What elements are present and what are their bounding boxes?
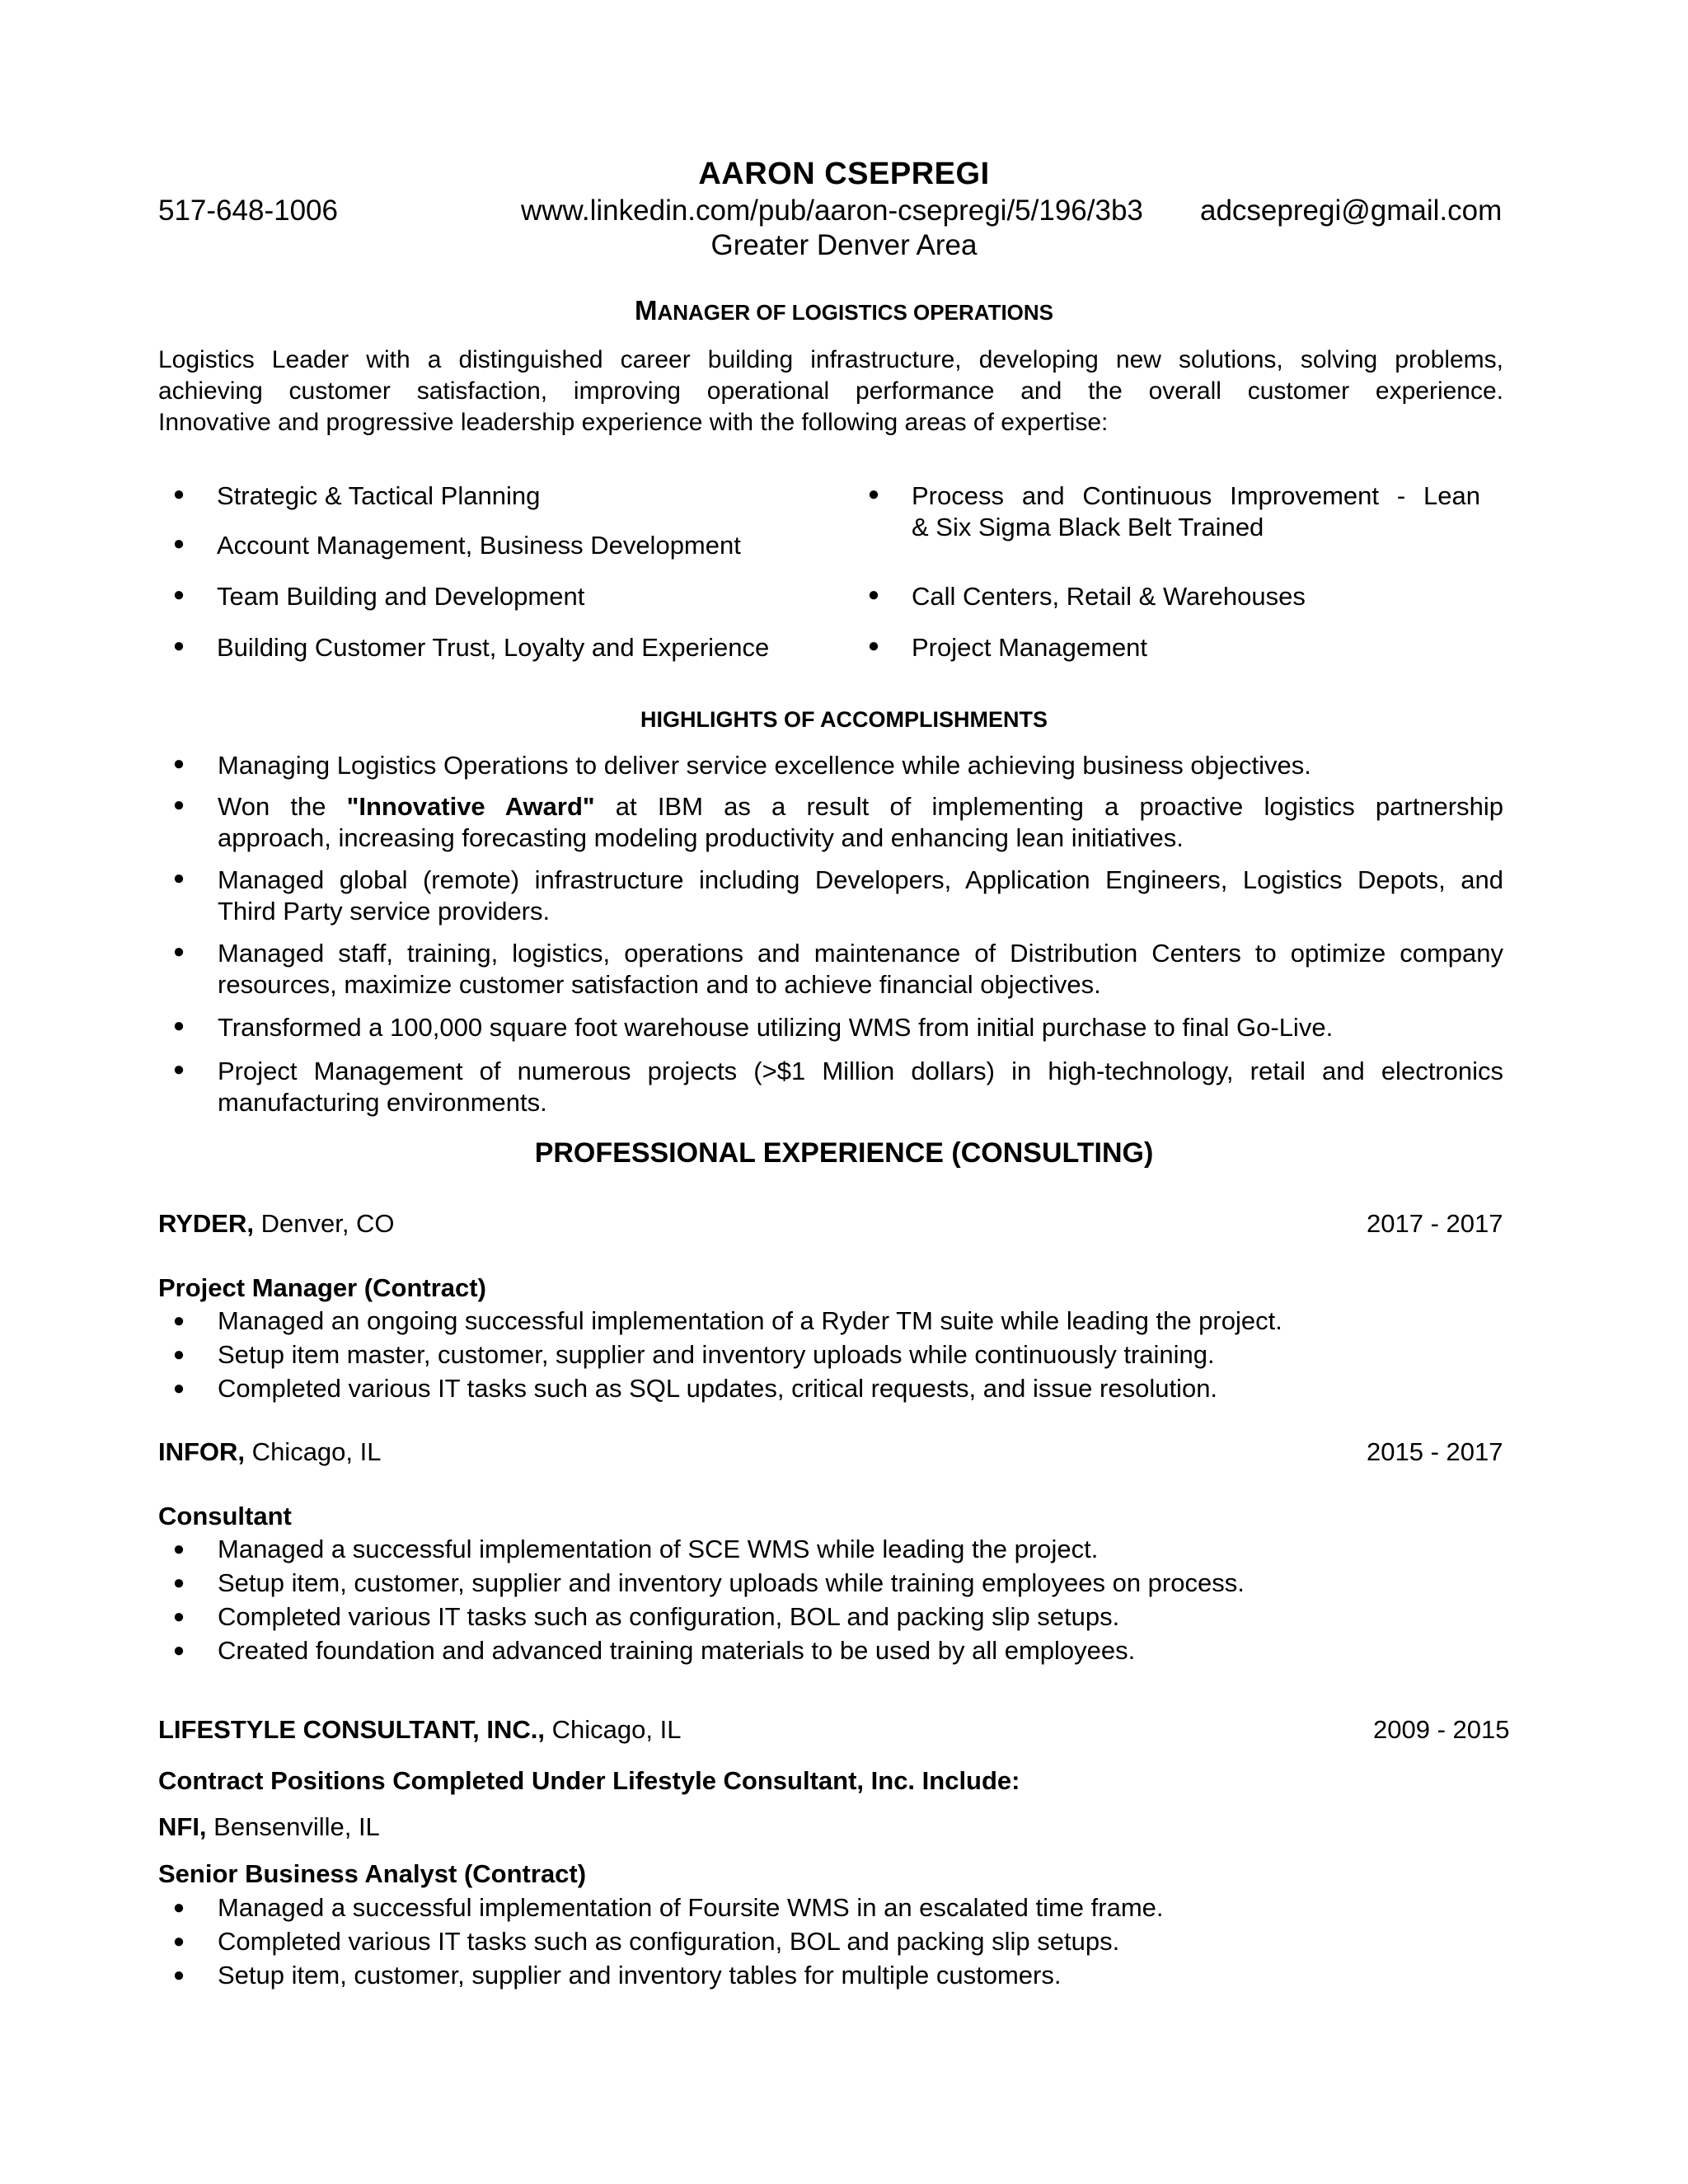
duty-item: Completed various IT tasks such as configuration, BOL and packing slip setups. xyxy=(218,1602,1120,1631)
skill-item-continued: & Six Sigma Black Belt Trained xyxy=(912,513,1264,541)
bullet-icon: ● xyxy=(172,1015,185,1037)
skill-item: Project Management xyxy=(912,633,1148,662)
skill-item: Call Centers, Retail & Warehouses xyxy=(912,582,1306,611)
company-location: Chicago, IL xyxy=(245,1437,382,1466)
duty-item: Managed a successful implementation of Foursite WMS in an escalated time frame. xyxy=(218,1893,1164,1922)
employer-ryder xyxy=(158,1209,395,1239)
accomplishment-item xyxy=(218,791,1503,854)
summary-paragraph xyxy=(158,344,1503,438)
accomplishment-line: Managing Logistics Operations to deliver service excellence while achieving business objectives. xyxy=(218,751,1311,780)
duty-item: Managed an ongoing successful implementation of a Ryder TM suite while leading the project. xyxy=(218,1306,1282,1335)
bullet-icon: ● xyxy=(867,635,880,657)
accomplishment-line: Third Party service providers. xyxy=(218,897,551,926)
accomplishment-line: manufacturing environments. xyxy=(218,1088,547,1117)
bullet-icon: ● xyxy=(172,1343,185,1366)
summary-line: achieving customer satisfaction, improving operational performance and the overall customer experience. xyxy=(158,377,1503,405)
employment-years: 2009 - 2015 xyxy=(1373,1715,1510,1744)
bullet-icon: ● xyxy=(172,1310,185,1332)
employment-years: 2017 - 2017 xyxy=(1367,1209,1503,1238)
bullet-icon: ● xyxy=(172,635,185,657)
bullet-icon: ● xyxy=(172,940,185,963)
company-location: Denver, CO xyxy=(253,1209,395,1238)
bullet-icon: ● xyxy=(867,483,880,505)
accomplishment-line: Project Management of numerous projects (>$1 Million dollars) in high-technology, retail and electronics xyxy=(218,1057,1503,1085)
headline-rest: ANAGER OF LOGISTICS OPERATIONS xyxy=(657,300,1054,325)
accomplishment-item xyxy=(218,750,1503,781)
employer-infor xyxy=(158,1437,382,1467)
email-address[interactable]: adcsepregi@gmail.com xyxy=(1200,194,1503,227)
company-name: NFI, xyxy=(158,1812,207,1841)
bullet-icon: ● xyxy=(172,483,185,505)
skill-item: Building Customer Trust, Loyalty and Experience xyxy=(217,633,770,662)
summary-line: Innovative and progressive leadership experience with the following areas of expertise: xyxy=(158,409,1109,436)
job-title: Senior Business Analyst (Contract) xyxy=(158,1859,587,1888)
bullet-icon: ● xyxy=(172,1964,185,1986)
job-title: Project Manager (Contract) xyxy=(158,1273,486,1302)
bullet-icon: ● xyxy=(172,1639,185,1661)
employer-nfi xyxy=(158,1812,380,1842)
accomplishment-item xyxy=(218,1012,1503,1043)
duty-item: Setup item master, customer, supplier and inventory uploads while continuously training. xyxy=(218,1340,1215,1369)
accomplishment-line: approach, increasing forecasting modeling productivity and enhancing lean initiatives. xyxy=(218,823,1184,852)
accomplishment-line: Managed global (remote) infrastructure including Developers, Application Engineers, Logistics Depots, and xyxy=(218,865,1503,894)
bullet-icon: ● xyxy=(867,583,880,606)
accomplishment-line: Won the "Innovative Award" at IBM as a result of implementing a proactive logistics partnership xyxy=(218,792,1503,821)
bullet-icon: ● xyxy=(172,867,185,889)
accomplishment-item xyxy=(218,938,1503,1001)
award-name: "Innovative Award" xyxy=(346,792,595,821)
summary-line: Logistics Leader with a distinguished career building infrastructure, developing new solutions, solving problems, xyxy=(158,346,1503,373)
experience-heading: PROFESSIONAL EXPERIENCE (CONSULTING) xyxy=(534,1137,1154,1169)
bullet-icon: ● xyxy=(172,532,185,555)
employment-years: 2015 - 2017 xyxy=(1367,1437,1503,1466)
duty-item: Setup item, customer, supplier and inventory tables for multiple customers. xyxy=(218,1961,1062,1990)
skill-item: Account Management, Business Development xyxy=(217,531,741,560)
accomplishments-heading: HIGHLIGHTS OF ACCOMPLISHMENTS xyxy=(640,707,1048,732)
duty-item: Managed a successful implementation of SCE WMS while leading the project. xyxy=(218,1535,1099,1563)
accomplishment-line: Managed staff, training, logistics, operations and maintenance of Distribution Centers to optimize company xyxy=(218,939,1503,968)
accomplishment-item xyxy=(218,865,1503,927)
bullet-icon: ● xyxy=(172,1377,185,1399)
linkedin-url[interactable]: www.linkedin.com/pub/aaron-csepregi/5/196/3b3 xyxy=(521,194,1143,227)
bullet-icon: ● xyxy=(172,583,185,606)
contract-positions-subheading: Contract Positions Completed Under Lifestyle Consultant, Inc. Include: xyxy=(158,1766,1020,1795)
duty-item: Setup item, customer, supplier and inventory uploads while training employees on process. xyxy=(218,1568,1245,1597)
bullet-icon: ● xyxy=(172,1605,185,1628)
bullet-icon: ● xyxy=(172,794,185,816)
duty-item: Created foundation and advanced training materials to be used by all employees. xyxy=(218,1636,1136,1665)
skill-item: Team Building and Development xyxy=(217,582,585,611)
job-title: Consultant xyxy=(158,1502,292,1530)
bullet-icon: ● xyxy=(172,1896,185,1919)
skill-item: Process and Continuous Improvement - Lean xyxy=(912,481,1480,510)
accomplishment-line: Transformed a 100,000 square foot warehouse utilizing WMS from initial purchase to final Go-Live. xyxy=(218,1013,1334,1042)
bullet-icon: ● xyxy=(172,752,185,775)
phone-number: 517-648-1006 xyxy=(158,194,338,227)
accomplishment-line: resources, maximize customer satisfaction and to achieve financial objectives. xyxy=(218,970,1101,999)
accomplishment-item xyxy=(218,1056,1503,1118)
bullet-icon: ● xyxy=(172,1538,185,1560)
bullet-icon: ● xyxy=(172,1572,185,1594)
company-location: Bensenville, IL xyxy=(206,1812,380,1841)
candidate-location: Greater Denver Area xyxy=(710,229,978,261)
duty-item: Completed various IT tasks such as SQL updates, critical requests, and issue resolution. xyxy=(218,1374,1218,1403)
headline-initial: M xyxy=(634,295,658,326)
professional-headline xyxy=(0,295,1688,326)
company-name: RYDER, xyxy=(158,1209,254,1238)
candidate-name: AARON CSEPREGI xyxy=(698,157,990,191)
company-name: LIFESTYLE CONSULTANT, INC., xyxy=(158,1715,546,1744)
company-location: Chicago, IL xyxy=(545,1715,682,1744)
bullet-icon: ● xyxy=(172,1058,185,1080)
bullet-icon: ● xyxy=(172,1930,185,1952)
company-name: INFOR, xyxy=(158,1437,246,1466)
employer-lifestyle-consultant xyxy=(158,1715,681,1745)
skill-item: Strategic & Tactical Planning xyxy=(217,481,541,510)
duty-item: Completed various IT tasks such as configuration, BOL and packing slip setups. xyxy=(218,1927,1120,1956)
